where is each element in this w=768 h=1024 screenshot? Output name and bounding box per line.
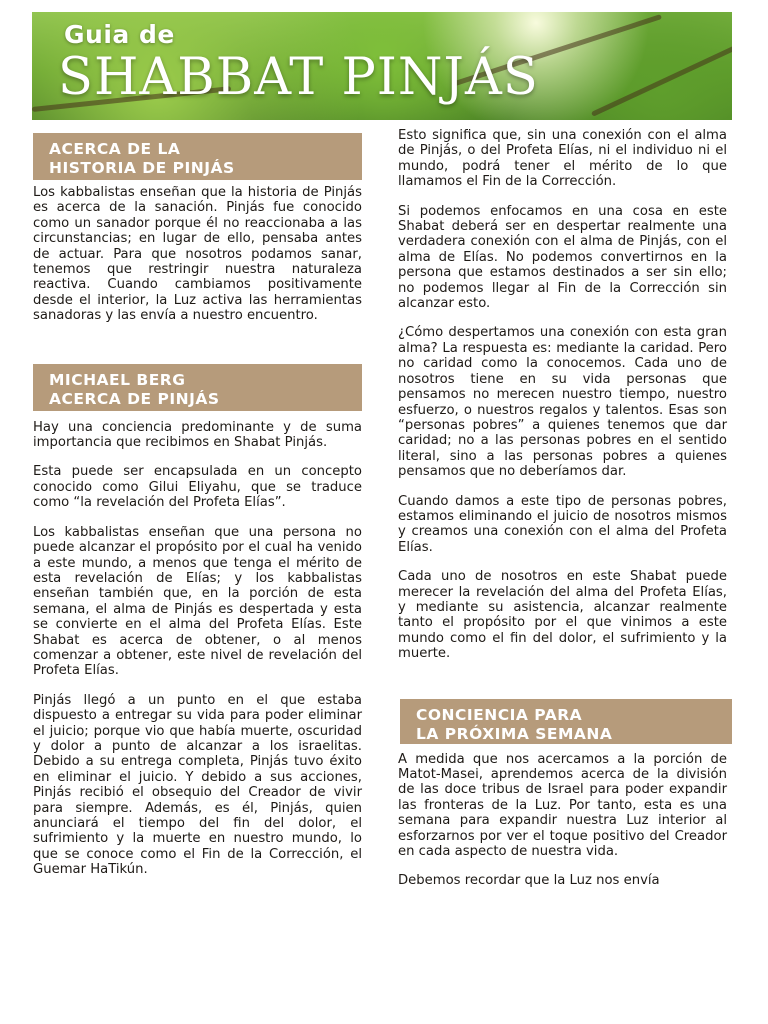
- paragraph: Pinjás llegó a un punto en el que estaba dispuesto a entregar su vida para poder eliminar el juicio; porque vio que había muerte, oscuridad y dolor a punto de alcanzar a los israelitas. Debido a su entrega completa, Pinjás tuvo éxito en eliminar el juicio. Y debido a sus acciones, Pinjás recibió el obsequio del Creador de vivir para siempre. Además, es él, Pinjás, quien anunciará el tiempo del fin del dolor, el sufrimiento y la muerte en nuestro mundo, lo que se conoce como el Fin de la Corrección, el Guemar HaTikún.: [33, 692, 362, 878]
- heading-line: ACERCA DE PINJÁS: [49, 389, 220, 408]
- paragraph: Cuando damos a este tipo de personas pobres, estamos eliminando el juicio de nosotros mismos y creamos una conexión con el alma del Profeta Elías.: [398, 493, 727, 555]
- paragraph: Si podemos enfocamos en una cosa en este Shabat deberá ser en despertar realmente una verdadera conexión con el alma de Pinjás, con el alma de Elías. No podemos convertirnos en la persona que estamos destinados a ser sin ello; no podemos llegar al Fin de la Corrección sin alcanzar esto.: [398, 203, 727, 312]
- paragraph: Debemos recordar que la Luz nos envía: [398, 873, 660, 889]
- left-column: [33, 133, 362, 878]
- paragraph: Los kabbalistas enseñan que una persona no puede alcanzar el propósito por el cual ha venido a este mundo, a menos que tenga el mérito de esta revelación de Elías; y los kabbalistas enseñan también que, en la porción de esta semana, el alma de Pinjás es despertada y esta se convierte en el alma del Profeta Elías. Este Shabat es acerca de obtener, o al menos comenzar a obtener, este nivel de revelación del Profeta Elías.: [33, 524, 362, 679]
- banner-title: SHABBAT PINJÁS: [58, 48, 539, 107]
- paragraph: A medida que nos acercamos a la porción de Matot-Masei, aprendemos acerca de la división de las doce tribus de Israel para poder expandir las fronteras de la Luz. Por tanto, esta es una semana para expandir nuestra Luz interior al esforzarnos por ver el toque positivo del Creador en cada aspecto de nuestra vida.: [398, 751, 727, 860]
- branch-decoration: [591, 45, 732, 117]
- section-heading-historia: [33, 133, 362, 180]
- section-heading-michael-berg: [33, 364, 362, 411]
- right-column: [398, 128, 727, 889]
- heading-line: HISTORIA DE PINJÁS: [49, 159, 235, 177]
- paragraph: Los kabbalistas enseñan que la historia de Pinjás es acerca de la sanación. Pinjás fue conocido como un sanador porque él no reaccionaba a las circunstancias; en lugar de ello, pensaba antes de actuar. Para que nosotros podamos sanar, tenemos que restringir nuestra naturaleza reactiva. Cuando cambiamos positivamente desde el interior, la Luz activa las herramientas sanadoras y las envía a nuestro encuentro.: [33, 185, 362, 324]
- paragraph: ¿Cómo despertamos una conexión con esta gran alma? La respuesta es: mediante la caridad. Pero no caridad como la conocemos. Cada uno de nosotros tiene en su vida personas que pensamos no merecen nuestro tiempo, nuestro esfuerzo, o nuestros regalos y talentos. Esas son “personas pobres” a quienes tenemos que dar caridad; no a las personas pobres en el sentido literal, sino a las personas pobres a quienes pensamos que no deberíamos dar.: [398, 325, 727, 480]
- paragraph: Hay una conciencia predominante y de suma importancia que recibimos en Shabat Pinjás.: [33, 419, 362, 451]
- heading-line: LA PRÓXIMA SEMANA: [416, 724, 613, 743]
- section-heading-conciencia: [400, 699, 732, 744]
- heading-line: ACERCA DE LA: [49, 140, 181, 158]
- heading-line: MICHAEL BERG: [49, 370, 186, 389]
- header-banner: [32, 12, 732, 120]
- paragraph: Esta puede ser encapsulada en un concepto conocido como Gilui Eliyahu, que se traduce como “la revelación del Profeta Elías”.: [33, 464, 362, 511]
- paragraph: Esto significa que, sin una conexión con el alma de Pinjás, o del Profeta Elías, ni el individuo ni el mundo, podrá tener el mérito de lo que llamamos el Fin de la Corrección.: [398, 128, 727, 190]
- banner-subtitle: Guia de: [64, 20, 175, 49]
- heading-line: CONCIENCIA PARA: [416, 705, 583, 724]
- paragraph: Cada uno de nosotros en este Shabat puede merecer la revelación del alma del Profeta Elías, y mediante su asistencia, alcanzar realmente tanto el propósito por el que vinimos a este mundo como el fin del dolor, el sufrimiento y la muerte.: [398, 569, 727, 662]
